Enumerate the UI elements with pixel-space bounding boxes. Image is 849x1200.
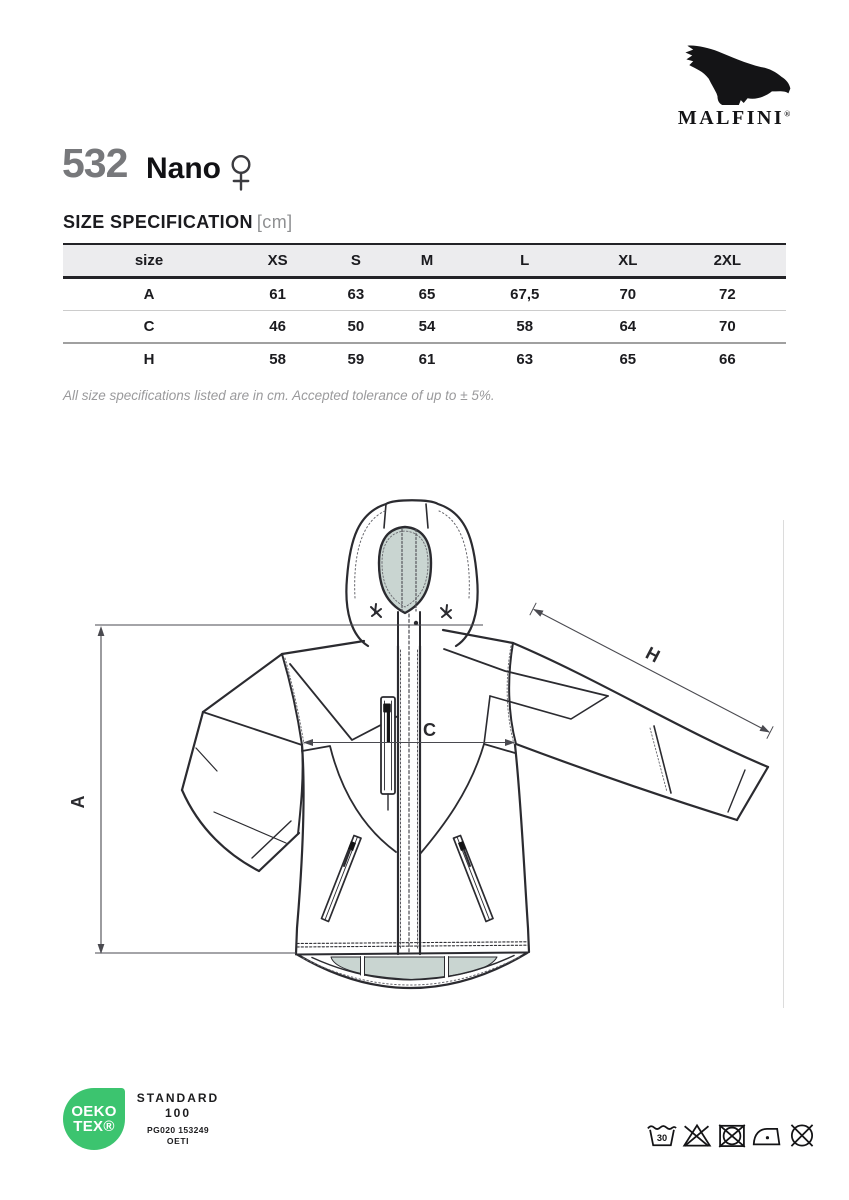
size-spec-unit: [cm] — [256, 212, 293, 232]
oeko-standard-label: STANDARD — [136, 1091, 220, 1105]
chest-zip-pull — [383, 704, 391, 713]
do-not-bleach-icon — [682, 1122, 712, 1149]
do-not-tumble-dry-icon — [717, 1122, 747, 1149]
col-size: size — [134, 252, 164, 269]
hand-pocket-left — [322, 836, 362, 922]
hood-toggle-right — [441, 605, 451, 618]
cell-h-xl: 65 — [619, 351, 637, 368]
oeko-certificate-number: PG020 153249 — [147, 1125, 209, 1135]
cell-a-l: 67,5 — [510, 286, 540, 303]
wash-30-icon — [647, 1122, 677, 1149]
cell-h-2xl: 66 — [718, 351, 736, 368]
oeko-badge-line2: TEX® — [73, 1118, 115, 1135]
iron-low-temperature-icon — [752, 1122, 782, 1149]
left-sleeve — [182, 654, 303, 871]
oeko-tex-details — [136, 1088, 220, 1146]
size-spec-title: SIZE SPECIFICATION — [63, 212, 253, 232]
col-l: L — [520, 252, 530, 269]
jacket-outline — [182, 500, 768, 988]
cell-h-m: 61 — [418, 351, 436, 368]
cell-a-xl: 70 — [619, 286, 637, 303]
cell-c-s: 50 — [347, 318, 365, 335]
chest-zip-pocket — [381, 697, 395, 810]
cell-a-xs: 61 — [269, 286, 286, 303]
product-name: Nano — [146, 152, 221, 185]
right-cuff — [737, 767, 768, 820]
right-side-seam — [515, 745, 529, 952]
hand-pocket-right — [454, 836, 494, 922]
care-symbols — [647, 1122, 817, 1149]
main-zipper-placket — [398, 614, 420, 954]
cell-c-m: 54 — [418, 318, 436, 335]
cell-h-s: 59 — [347, 351, 365, 368]
col-xl: XL — [618, 252, 638, 269]
hem-line — [296, 953, 528, 955]
oeko-tex-badge-icon — [63, 1088, 125, 1150]
oeko-institute: OETI — [166, 1136, 190, 1146]
hood-toggle-left — [371, 604, 381, 617]
right-shoulder-seam — [443, 630, 513, 643]
cell-h-l: 63 — [516, 351, 534, 368]
cell-h-xs: 58 — [269, 351, 286, 368]
oeko-standard-number: 100 — [164, 1106, 192, 1120]
cell-a-s: 63 — [347, 286, 365, 303]
oeko-badge-line1: OEKO — [71, 1102, 117, 1120]
oeko-tex-certification — [63, 1088, 220, 1150]
measure-label-a: A — [68, 795, 88, 809]
cell-c-xl: 64 — [619, 318, 637, 335]
left-shoulder-seam — [282, 641, 364, 654]
brand-name-text: MALFINI — [677, 107, 785, 129]
left-cuff — [259, 833, 299, 871]
row-label-a: A — [143, 286, 155, 303]
measure-label-c: C — [423, 720, 436, 740]
cell-c-xs: 46 — [269, 318, 286, 335]
row-label-c: C — [143, 318, 155, 335]
cell-a-2xl: 72 — [718, 286, 736, 303]
dimension-lines — [95, 603, 773, 954]
do-not-dry-clean-icon — [787, 1122, 817, 1149]
tolerance-note: All size specifications listed are in cm. Accepted tolerance of up to ± 5%. — [63, 387, 495, 403]
cell-a-m: 65 — [418, 286, 436, 303]
cell-c-l: 58 — [516, 318, 534, 335]
registered-mark: ® — [784, 109, 791, 119]
svg-text:30: 30 — [656, 1132, 668, 1143]
row-label-h: H — [143, 351, 155, 368]
measure-label-h: H — [642, 642, 664, 667]
hood-lining — [379, 527, 431, 613]
right-sleeve — [513, 643, 768, 820]
product-number: 532 — [62, 140, 128, 186]
jacket-hem-scoop — [298, 953, 527, 988]
dimension-a — [95, 625, 483, 954]
jacket-hood — [346, 500, 477, 646]
col-2xl: 2XL — [713, 252, 742, 269]
col-s: S — [350, 252, 361, 269]
col-xs: XS — [267, 252, 288, 269]
cell-c-2xl: 70 — [718, 318, 736, 335]
col-m: M — [420, 252, 434, 269]
